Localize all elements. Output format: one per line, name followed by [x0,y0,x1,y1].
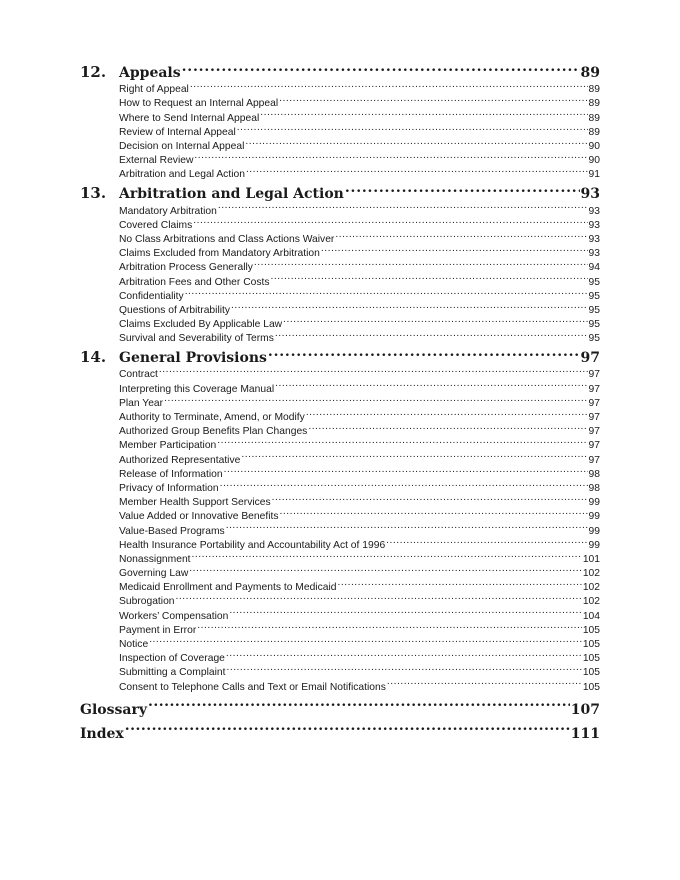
entry-title: Governing Law [119,568,189,580]
section-page-number: 89 [580,65,600,81]
toc-entry[interactable] [80,153,600,167]
toc-entry[interactable] [80,438,600,452]
entry-page-number: 105 [582,639,600,651]
entry-title: Decision on Internal Appeal [119,141,245,153]
entry-title: Interpreting this Coverage Manual [119,383,275,395]
entry-page-number: 93 [588,205,600,217]
entry-title: Notice [119,639,149,651]
entry-page-number: 93 [588,248,600,260]
entry-title: Medicaid Enrollment and Payments to Medicaid [119,582,337,594]
dot-leader [272,495,588,505]
entry-title: Questions of Arbitrability [119,304,231,316]
entry-page-number: 98 [588,468,600,480]
toc-entry[interactable] [80,523,600,537]
toc-entry[interactable] [80,203,600,217]
dot-leader [194,153,587,163]
dot-leader [164,396,587,406]
toc-top-level-entry[interactable] [80,698,600,722]
entry-page-number: 97 [588,412,600,424]
section-title: General Provisions [119,350,267,367]
section-page-number: 97 [580,350,600,367]
entry-page-number: 105 [582,624,600,636]
entry-title: Authority to Terminate, Amend, or Modify [119,412,305,424]
toc-entry[interactable] [80,566,600,580]
entry-title: Member Participation [119,440,217,452]
section-number: 12. [80,63,107,81]
dot-leader [190,82,588,92]
toc-entry[interactable] [80,580,600,594]
dot-leader [176,594,582,604]
toc-entry[interactable] [80,218,600,232]
entry-page-number: 99 [588,511,600,523]
entry-title: Subrogation [119,596,175,608]
entry-title: How to Request an Internal Appeal [119,98,279,110]
dot-leader [149,637,582,647]
toc-entry[interactable] [80,232,600,246]
dot-leader [387,679,582,689]
toc-entry[interactable] [80,481,600,495]
dot-leader [271,274,588,284]
entry-page-number: 99 [588,497,600,509]
entry-title: Privacy of Information [119,482,219,494]
entry-page-number: 93 [588,233,600,245]
toc-entry[interactable] [80,317,600,331]
dot-leader [241,452,587,462]
entry-page-number: 95 [588,276,600,288]
entry-title: Member Health Support Services [119,497,271,509]
entry-title: Covered Claims [119,219,193,231]
toc-entry[interactable] [80,537,600,551]
entry-page-number: 95 [588,290,600,302]
section-page-number: 93 [580,186,600,203]
toc-entry[interactable] [80,509,600,523]
entry-page-number: 90 [588,141,600,153]
dot-leader [182,63,580,77]
entry-title: Survival and Severability of Terms [119,333,274,345]
entry-page-number: 102 [582,568,600,580]
dot-leader [260,110,587,120]
toc-entry[interactable] [80,82,600,96]
dot-leader [217,438,587,448]
dot-leader [237,125,588,135]
entry-title: Contract [119,369,158,381]
entry-page-number: 97 [588,440,600,452]
entry-title: External Review [119,155,194,167]
toc-entry[interactable] [80,125,600,139]
entry-title: Confidentiality [119,290,184,302]
toc-top-level-entry[interactable] [80,722,600,746]
toc-entry[interactable] [80,424,600,438]
entry-page-number: 105 [582,653,600,665]
entry-page-number: 99 [588,539,600,551]
dot-leader [192,552,582,562]
toc-entry[interactable] [80,303,600,317]
entry-title: Review of Internal Appeal [119,126,236,138]
entry-title: Release of Information [119,468,223,480]
entry-page-number: 97 [588,369,600,381]
toc-entry[interactable] [80,167,600,181]
entry-page-number: 102 [582,582,600,594]
dot-leader [189,566,582,576]
entry-title: Claims Excluded By Applicable Law [119,319,283,331]
dot-leader [254,260,588,270]
entry-page-number: 105 [582,667,600,679]
dot-leader [268,348,580,362]
dot-leader [226,523,588,533]
toc-entry[interactable] [80,274,600,288]
entry-page-number: 89 [588,112,600,124]
entry-title: Mandatory Arbitration [119,205,217,217]
entry-title: Arbitration and Legal Action [119,169,245,181]
toc-entry[interactable] [80,608,600,622]
entry-title: Authorized Representative [119,454,241,466]
dot-leader [197,623,582,633]
entry-title: No Class Arbitrations and Class Actions Waiver [119,233,335,245]
toc-entry[interactable] [80,288,600,302]
toc-section-heading[interactable] [80,347,600,367]
entry-page-number: 97 [588,383,600,395]
entry-page-number: 94 [588,262,600,274]
entry-title: Payment in Error [119,624,197,636]
entry-title: Authorized Group Benefits Plan Changes [119,426,308,438]
dot-leader [386,537,587,547]
entry-page-number: 93 [588,219,600,231]
toc-entry[interactable] [80,260,600,274]
entry-page-number: 102 [582,596,600,608]
toc-entry[interactable] [80,452,600,466]
entry-page-number: 97 [588,454,600,466]
entry-page-number: 95 [588,304,600,316]
dot-leader [220,481,588,491]
entry-title: Claims Excluded from Mandatory Arbitration [119,248,320,260]
entry-title: Value-Based Programs [119,525,225,537]
dot-leader [345,184,580,198]
entry-page-number: 90 [588,155,600,167]
dot-leader [224,467,588,477]
toc-entry[interactable] [80,637,600,651]
dot-leader [148,700,570,714]
toc-entry[interactable] [80,246,600,260]
top-level-page-number: 107 [570,701,600,718]
entry-title: Where to Send Internal Appeal [119,112,260,124]
dot-leader [283,317,587,327]
toc-entry[interactable] [80,96,600,110]
dot-leader [226,665,581,675]
entry-title: Consent to Telephone Calls and Text or Email Notifications [119,681,386,693]
top-level-page-number: 111 [570,725,600,742]
toc-entry[interactable] [80,410,600,424]
entry-page-number: 95 [588,333,600,345]
entry-page-number: 89 [588,126,600,138]
entry-page-number: 91 [588,169,600,181]
entry-page-number: 89 [588,84,600,96]
entry-title: Submitting a Complaint [119,667,226,679]
dot-leader [218,203,588,213]
toc-entry[interactable] [80,396,600,410]
dot-leader [335,232,587,242]
toc-section-heading[interactable] [80,62,600,82]
entry-title: Workers’ Compensation [119,610,229,622]
entry-page-number: 95 [588,319,600,331]
entry-title: Nonassignment [119,553,191,565]
entry-page-number: 89 [588,98,600,110]
dot-leader [125,724,570,738]
toc-entry[interactable] [80,367,600,381]
dot-leader [246,167,588,177]
section-title: Arbitration and Legal Action [119,186,344,203]
dot-leader [338,580,582,590]
entry-page-number: 97 [588,426,600,438]
toc-entry[interactable] [80,679,600,693]
entry-page-number: 105 [582,681,600,693]
section-number: 13. [80,184,107,203]
top-level-title: Glossary [80,701,147,718]
entry-page-number: 104 [582,610,600,622]
entry-page-number: 97 [588,397,600,409]
dot-leader [185,288,588,298]
dot-leader [280,509,588,519]
dot-leader [226,651,582,661]
entry-title: Value Added or Innovative Benefits [119,511,279,523]
dot-leader [159,367,588,377]
entry-page-number: 99 [588,525,600,537]
entry-title: Plan Year [119,397,164,409]
dot-leader [229,608,582,618]
toc-entry[interactable] [80,495,600,509]
toc-entry[interactable] [80,552,600,566]
entry-title: Arbitration Process Generally [119,262,253,274]
dot-leader [275,331,588,341]
toc-entry[interactable] [80,467,600,481]
dot-leader [193,218,587,228]
toc-entry[interactable] [80,110,600,124]
entry-title: Health Insurance Portability and Accountability Act of 1996 [119,539,386,551]
entry-page-number: 101 [582,553,600,565]
entry-title: Inspection of Coverage [119,653,225,665]
toc-entry[interactable] [80,331,600,345]
entry-title: Right of Appeal [119,84,189,96]
toc-section-heading[interactable] [80,183,600,203]
toc-entry[interactable] [80,651,600,665]
dot-leader [275,381,587,391]
dot-leader [308,424,587,434]
toc-entry[interactable] [80,665,600,679]
toc-entry[interactable] [80,623,600,637]
dot-leader [321,246,588,256]
top-level-title: Index [80,725,124,742]
table-of-contents [80,60,600,746]
section-number: 14. [80,348,107,367]
dot-leader [231,303,588,313]
dot-leader [245,139,587,149]
toc-entry[interactable] [80,381,600,395]
dot-leader [279,96,587,106]
entry-title: Arbitration Fees and Other Costs [119,276,270,288]
entry-page-number: 98 [588,482,600,494]
section-title: Appeals [119,65,181,81]
toc-entry[interactable] [80,139,600,153]
dot-leader [306,410,588,420]
toc-entry[interactable] [80,594,600,608]
